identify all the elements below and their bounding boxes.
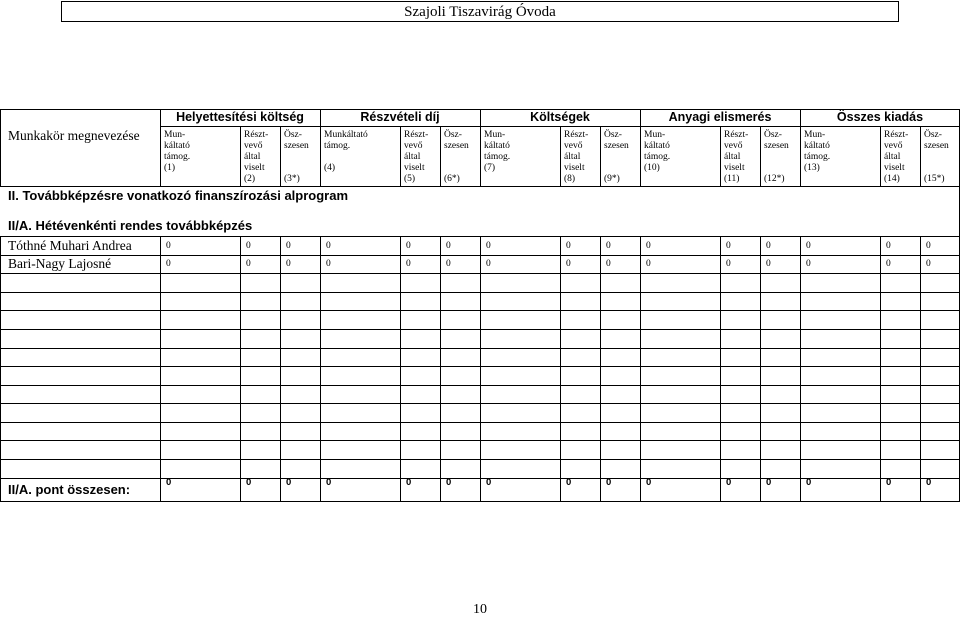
column-header-3 xyxy=(284,130,318,185)
total-value: 0 xyxy=(406,477,412,488)
grid-hline xyxy=(0,501,960,502)
page-number: 10 xyxy=(473,602,487,617)
column-header-line: káltató xyxy=(164,141,190,151)
grid-vline xyxy=(760,126,761,186)
column-header-line: viselt xyxy=(564,163,585,173)
column-group-5: Összes kiadás xyxy=(836,110,924,124)
cell-value: 0 xyxy=(726,241,731,251)
column-header-line: (3*) xyxy=(284,174,300,184)
column-header-line: (14) xyxy=(884,174,900,184)
column-header-line: (12*) xyxy=(764,174,785,184)
column-header-line: támog. xyxy=(484,152,511,162)
column-header-7 xyxy=(484,130,558,174)
total-value: 0 xyxy=(606,477,612,488)
column-header-4 xyxy=(324,130,398,174)
column-header-line: káltató xyxy=(804,141,830,151)
column-header-line: (6*) xyxy=(444,174,460,184)
cell-value: 0 xyxy=(886,241,891,251)
cell-value: 0 xyxy=(766,259,771,269)
grid-vline xyxy=(560,236,561,501)
total-value: 0 xyxy=(926,477,932,488)
column-header-line: Mun- xyxy=(644,130,666,140)
column-header-14 xyxy=(884,130,918,185)
column-header-13 xyxy=(804,130,878,174)
cell-value: 0 xyxy=(926,241,931,251)
grid-vline xyxy=(400,126,401,186)
grid-vline xyxy=(240,236,241,501)
column-group-3: Költségek xyxy=(530,110,590,124)
page-title: Szajoli Tiszavirág Óvoda xyxy=(61,1,899,22)
column-header-line: szesen xyxy=(604,141,629,151)
grid-vline xyxy=(720,236,721,501)
grid-vline xyxy=(0,109,1,186)
cell-value: 0 xyxy=(886,259,891,269)
total-label: II/A. pont összesen: xyxy=(8,482,131,497)
cell-value: 0 xyxy=(446,259,451,269)
column-header-line: viselt xyxy=(724,163,745,173)
cell-value: 0 xyxy=(606,259,611,269)
total-value: 0 xyxy=(766,477,772,488)
cell-value: 0 xyxy=(566,259,571,269)
column-header-line: vevő xyxy=(724,141,743,151)
cell-value: 0 xyxy=(166,241,171,251)
grid-vline xyxy=(440,126,441,186)
grid-vline xyxy=(920,126,921,186)
column-header-line xyxy=(444,163,478,174)
column-header-line: támog. xyxy=(644,152,671,162)
column-group-1: Helyettesítési költség xyxy=(176,110,304,124)
column-header-line xyxy=(764,152,798,163)
total-value: 0 xyxy=(726,477,732,488)
grid-vline xyxy=(320,236,321,501)
grid-vline xyxy=(600,126,601,186)
column-header-line: támog. xyxy=(804,152,831,162)
column-header-line: Részt- xyxy=(564,130,589,140)
column-header-line: Munkáltató xyxy=(324,130,368,140)
column-header-6 xyxy=(444,130,478,185)
column-header-line: Részt- xyxy=(244,130,269,140)
column-header-line: Ösz- xyxy=(924,130,942,140)
cell-value: 0 xyxy=(566,241,571,251)
grid-vline xyxy=(720,126,721,186)
column-header-line: káltató xyxy=(484,141,510,151)
cell-value: 0 xyxy=(406,259,411,269)
cell-value: 0 xyxy=(486,241,491,251)
cell-value: 0 xyxy=(406,241,411,251)
grid-vline xyxy=(480,236,481,501)
column-header-line: (4) xyxy=(324,163,336,173)
grid-vline xyxy=(440,236,441,501)
grid-vline xyxy=(800,236,801,501)
column-header-line: Részt- xyxy=(884,130,909,140)
column-header-line: által xyxy=(244,152,261,162)
grid-vline xyxy=(920,236,921,501)
column-header-line: (15*) xyxy=(924,174,945,184)
column-header-line: (2) xyxy=(244,174,256,184)
total-value: 0 xyxy=(446,477,452,488)
cell-value: 0 xyxy=(806,241,811,251)
column-header-line: Részt- xyxy=(404,130,429,140)
column-header-12 xyxy=(764,130,798,185)
cell-value: 0 xyxy=(446,241,451,251)
column-header-line: (1) xyxy=(164,163,176,173)
grid-vline xyxy=(880,126,881,186)
cell-value: 0 xyxy=(246,259,251,269)
column-header-line: (8) xyxy=(564,174,576,184)
column-header-line: (9*) xyxy=(604,174,620,184)
column-header-line: Ösz- xyxy=(284,130,302,140)
column-header-line xyxy=(924,152,958,163)
row-name: Bari-Nagy Lajosné xyxy=(8,256,112,271)
cell-value: 0 xyxy=(806,259,811,269)
grid-vline xyxy=(400,236,401,501)
column-header-line: (11) xyxy=(724,174,740,184)
total-value: 0 xyxy=(246,477,252,488)
cell-value: 0 xyxy=(766,241,771,251)
column-header-line: káltató xyxy=(644,141,670,151)
column-header-line: Részt- xyxy=(724,130,749,140)
column-header-line: (10) xyxy=(644,163,660,173)
cell-value: 0 xyxy=(486,259,491,269)
cell-value: 0 xyxy=(286,241,291,251)
cell-value: 0 xyxy=(606,241,611,251)
cell-value: 0 xyxy=(286,259,291,269)
cell-value: 0 xyxy=(646,259,651,269)
cell-value: 0 xyxy=(926,259,931,269)
cell-value: 0 xyxy=(166,259,171,269)
column-header-9 xyxy=(604,130,638,185)
column-header-line xyxy=(764,163,798,174)
column-header-line: viselt xyxy=(884,163,905,173)
column-header-line xyxy=(284,163,318,174)
column-header-10 xyxy=(644,130,718,174)
grid-vline xyxy=(880,236,881,501)
column-header-line xyxy=(604,152,638,163)
grid-vline xyxy=(0,236,1,501)
total-value: 0 xyxy=(326,477,332,488)
column-header-line xyxy=(324,152,398,163)
column-header-line xyxy=(604,163,638,174)
column-header-line: szesen xyxy=(284,141,309,151)
grid-vline xyxy=(600,236,601,501)
row-name: Tóthné Muhari Andrea xyxy=(8,238,132,253)
cell-value: 0 xyxy=(726,259,731,269)
total-value: 0 xyxy=(286,477,292,488)
total-value: 0 xyxy=(566,477,572,488)
column-group-4: Anyagi elismerés xyxy=(668,110,772,124)
section-title: II. Továbbképzésre vonatkozó finanszírozási alprogram xyxy=(8,188,349,203)
column-header-11 xyxy=(724,130,758,185)
total-value: 0 xyxy=(646,477,652,488)
column-header-line: vevő xyxy=(884,141,903,151)
grid-vline xyxy=(640,236,641,501)
column-header-line: Ösz- xyxy=(604,130,622,140)
column-header-1 xyxy=(164,130,238,174)
column-header-line: szesen xyxy=(444,141,469,151)
column-group-2: Részvételi díj xyxy=(360,110,440,124)
column-header-8 xyxy=(564,130,598,185)
column-header-line xyxy=(924,163,958,174)
total-value: 0 xyxy=(166,477,172,488)
column-header-15 xyxy=(924,130,958,185)
column-header-line: vevő xyxy=(564,141,583,151)
cell-value: 0 xyxy=(646,241,651,251)
column-header-line: által xyxy=(884,152,901,162)
subsection-title: II/A. Hétévenkénti rendes továbbképzés xyxy=(8,218,253,233)
cell-value: 0 xyxy=(246,241,251,251)
grid-vline xyxy=(760,236,761,501)
column-header-line: vevő xyxy=(244,141,263,151)
column-header-line: Mun- xyxy=(164,130,186,140)
grid-vline xyxy=(160,236,161,501)
column-header-line: (7) xyxy=(484,163,496,173)
grid-vline xyxy=(240,126,241,186)
column-header-line: Mun- xyxy=(484,130,506,140)
column-header-line: szesen xyxy=(764,141,789,151)
column-header-5 xyxy=(404,130,438,185)
column-header-line: Ösz- xyxy=(444,130,462,140)
total-value: 0 xyxy=(886,477,892,488)
column-header-line: (5) xyxy=(404,174,416,184)
column-header-line: támog. xyxy=(164,152,191,162)
column-header-line: Mun- xyxy=(804,130,826,140)
row-label-header: Munkakör megnevezése xyxy=(8,128,140,143)
column-header-line xyxy=(444,152,478,163)
total-value: 0 xyxy=(806,477,812,488)
column-header-line: által xyxy=(564,152,581,162)
column-header-line: támog. xyxy=(324,141,351,151)
cell-value: 0 xyxy=(326,241,331,251)
cell-value: 0 xyxy=(326,259,331,269)
column-header-line: Ösz- xyxy=(764,130,782,140)
column-header-line: viselt xyxy=(244,163,265,173)
column-header-line: vevő xyxy=(404,141,423,151)
grid-vline xyxy=(280,126,281,186)
column-header-line: szesen xyxy=(924,141,949,151)
column-header-2 xyxy=(244,130,278,185)
column-header-line xyxy=(284,152,318,163)
grid-vline xyxy=(560,126,561,186)
grid-vline xyxy=(280,236,281,501)
column-header-line: által xyxy=(404,152,421,162)
column-header-line: által xyxy=(724,152,741,162)
column-header-line: viselt xyxy=(404,163,425,173)
total-value: 0 xyxy=(486,477,492,488)
column-header-line: (13) xyxy=(804,163,820,173)
grid-hline xyxy=(0,186,960,187)
